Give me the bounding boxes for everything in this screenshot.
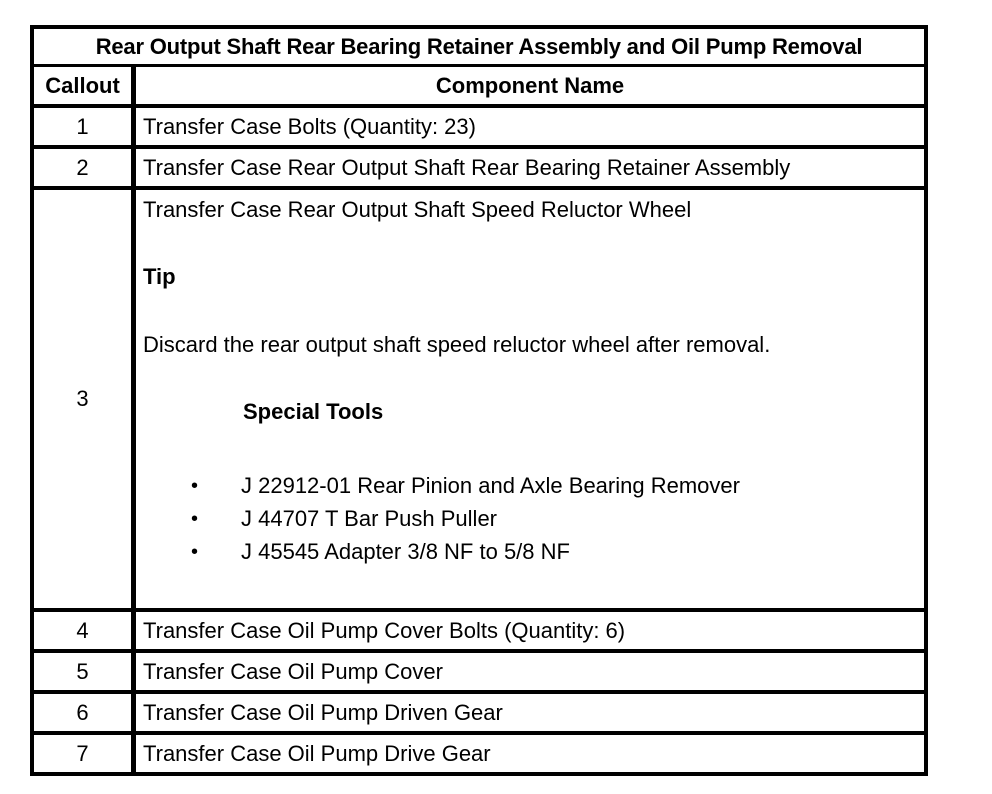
tool-item: J 22912-01 Rear Pinion and Axle Bearing Remover [241,473,740,498]
row-2-callout: 2 [34,149,131,186]
tool-item: J 45545 Adapter 3/8 NF to 5/8 NF [241,539,570,564]
row-5-name: Transfer Case Oil Pump Cover [136,653,924,690]
row-6-callout: 6 [34,694,131,731]
row-5-callout: 5 [34,653,131,690]
row-3-callout: 3 [34,190,131,608]
tool-item: J 44707 T Bar Push Puller [241,506,498,531]
row-1-callout: 1 [34,108,131,145]
row-7-callout: 7 [34,735,131,772]
tip-heading: Tip [143,264,176,289]
special-tools-heading: Special Tools [243,399,384,424]
header-component-name: Component Name [136,67,924,104]
component-table [30,25,928,776]
tip-text: Discard the rear output shaft speed reluctor wheel after removal. [143,332,771,357]
row-1-name: Transfer Case Bolts (Quantity: 23) [136,108,924,145]
row-4-callout: 4 [34,612,131,649]
row-6-name: Transfer Case Oil Pump Driven Gear [136,694,924,731]
row-7-name: Transfer Case Oil Pump Drive Gear [136,735,924,772]
row-3-name-cell [136,190,924,608]
row-2-name: Transfer Case Rear Output Shaft Rear Bearing Retainer Assembly [136,149,924,186]
tool-bullet: • [191,475,199,497]
tool-bullet: • [191,541,199,563]
tool-bullet: • [191,508,199,530]
table-title: Rear Output Shaft Rear Bearing Retainer Assembly and Oil Pump Removal [34,29,924,64]
row-4-name: Transfer Case Oil Pump Cover Bolts (Quantity: 6) [136,612,924,649]
row-3-name: Transfer Case Rear Output Shaft Speed Reluctor Wheel [143,197,692,222]
header-callout: Callout [34,67,131,104]
